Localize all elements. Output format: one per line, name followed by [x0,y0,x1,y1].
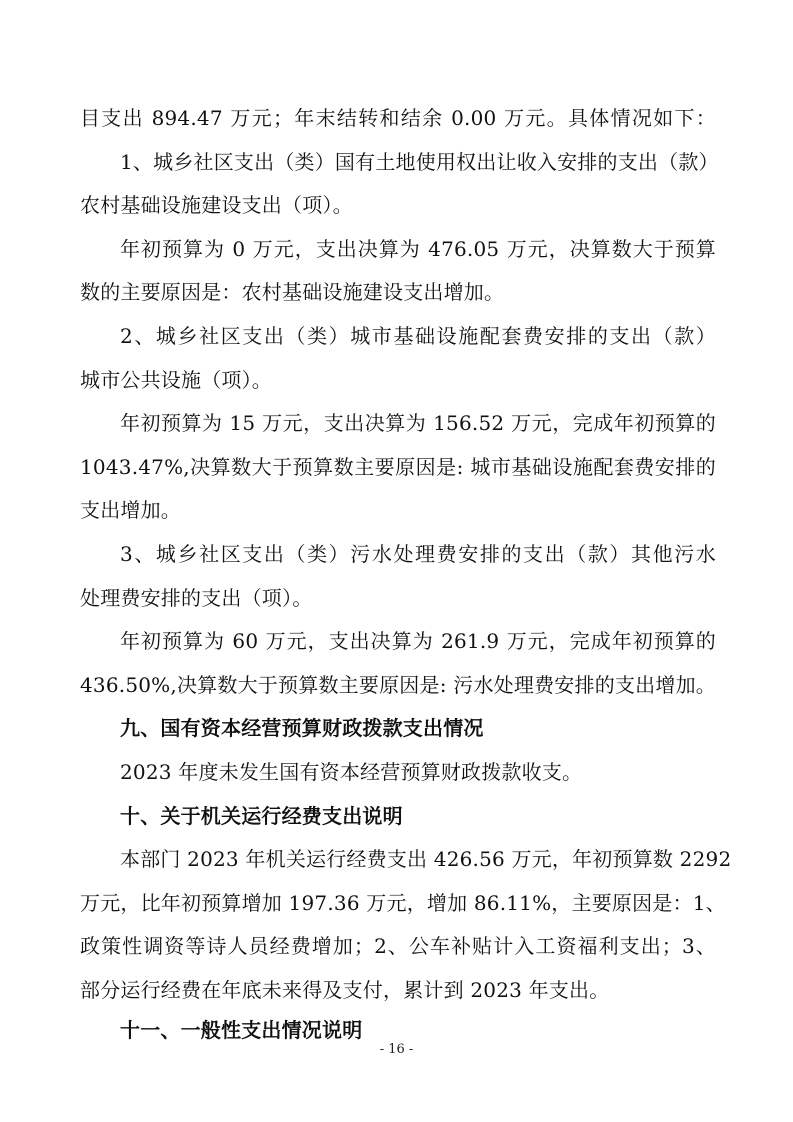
text-line-18: 本部门 2023 年机关运行经费支出 426.56 万元，年初预算数 2292 [120,847,732,871]
text-line-21: 部分运行经费在年底未来得及支付，累计到 2023 年支出。 [80,978,610,1002]
page-number: - 16 - [379,1042,414,1057]
text-line-5: 数的主要原因是：农村基础设施建设支出增加。 [80,280,505,304]
text-line-16: 2023 年度未发生国有资本经营预算财政拨款收支。 [120,760,583,784]
text-line-20: 政策性调资等诗人员经费增加；2、公车补贴计入工资福利支出；3、 [80,934,716,958]
text-line-7: 城市公共设施（项）。 [80,368,272,392]
text-line-1: 目支出 894.47 万元；年末结转和结余 0.00 万元。具体情况如下： [80,106,716,130]
text-line-8: 年初预算为 15 万元，支出决算为 156.52 万元，完成年初预算的 [120,411,716,435]
text-line-9: 1043.47%,决算数大于预算数主要原因是: 城市基础设施配套费安排的 [80,455,716,479]
text-line-13: 年初预算为 60 万元，支出决算为 261.9 万元，完成年初预算的 [120,629,716,653]
section-heading-10: 十、关于机关运行经费支出说明 [120,804,403,828]
text-line-19: 万元，比年初预算增加 197.36 万元，增加 86.11%，主要原因是：1、 [80,891,726,915]
text-line-14: 436.50%,决算数大于预算数主要原因是: 污水处理费安排的支出增加。 [80,673,716,697]
text-line-3: 农村基础设施建设支出（项）。 [80,193,353,217]
text-line-12: 处理费安排的支出（项）。 [80,586,313,610]
section-heading-11: 十一、一般性支出情况说明 [120,1018,363,1042]
text-line-11: 3、城乡社区支出（类）污水处理费安排的支出（款）其他污水 [120,542,716,566]
text-line-10: 支出增加。 [80,498,181,522]
text-line-6: 2、城乡社区支出（类）城市基础设施配套费安排的支出（款） [120,324,716,348]
text-line-4: 年初预算为 0 万元，支出决算为 476.05 万元，决算数大于预算 [120,237,716,261]
text-line-2: 1、城乡社区支出（类）国有土地使用权出让收入安排的支出（款） [120,150,719,174]
section-heading-9: 九、国有资本经营预算财政拨款支出情况 [120,716,484,740]
